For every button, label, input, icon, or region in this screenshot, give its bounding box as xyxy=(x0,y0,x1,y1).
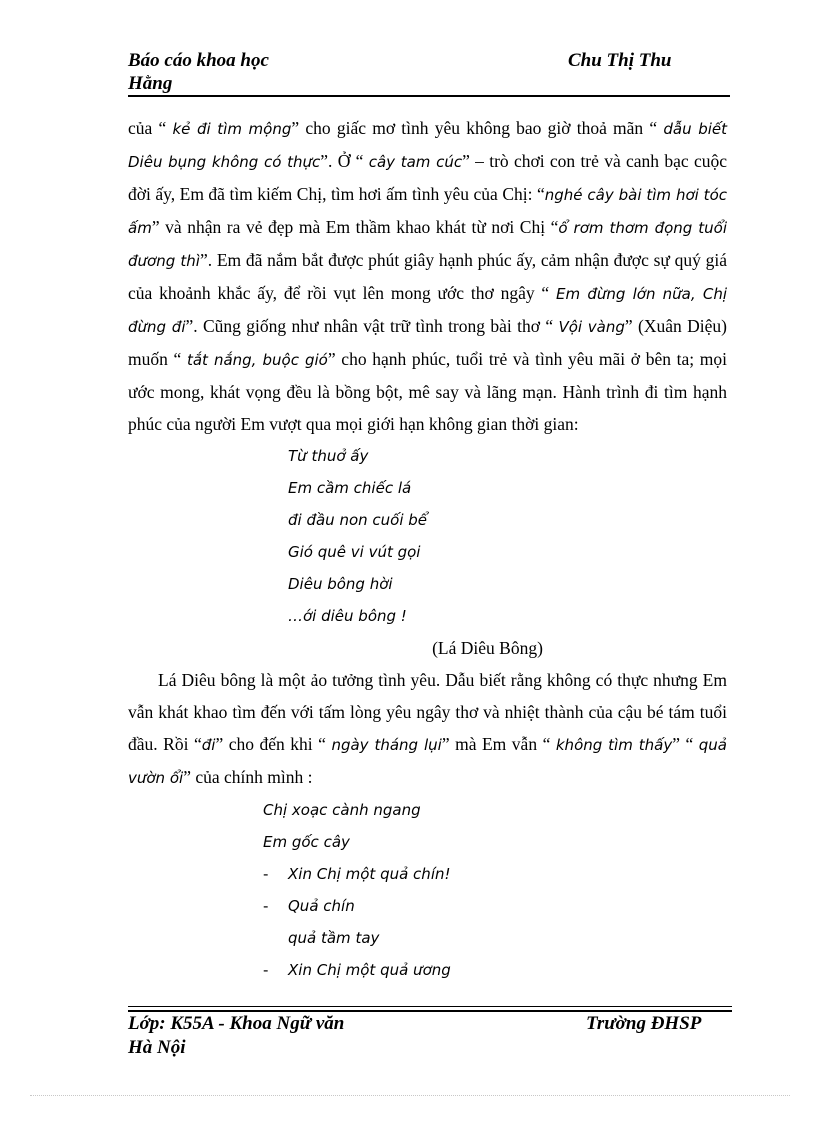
paragraph-1: của “ kẻ đi tìm mộng” cho giấc mơ tình yêu không bao giờ thoả mãn “ dẫu biết Diêu bụng không có thực”. Ở “ cây tam cúc” – trò chơi con trẻ và canh bạc cuộc đời ấy, Em đã tìm kiếm Chị, tìm hơi ấm tình yêu của Chị: “nghé cây bài tìm hơi tóc ấm” và nhận ra vẻ đẹp mà Em thầm khao khát từ nơi Chị “ổ rơm thơm đọng tuổi đương thì”. Em đã nắm bắt được phút giây hạnh phúc ấy, cảm nhận được sự quý giá của khoảnh khắc ấy, để rồi vụt lên mong ước thơ ngây “ Em đừng lớn nữa, Chị đừng đi”. Cũng giống như nhân vật trữ tình trong bài thơ “ Vội vàng” (Xuân Diệu) muốn “ tắt nắng, buộc gió” cho hạnh phúc, tuổi trẻ và tình yêu mãi ở bên ta; mọi ước mong, khát vọng đều là bồng bột, mê say và lãng mạn. Hành trình đi tìm hạnh phúc của người Em vượt qua mọi giới hạn không gian thời gian: xyxy=(128,118,727,434)
dialogue-dash: - xyxy=(263,865,269,883)
page-edge-dotted-line xyxy=(30,1095,790,1096)
footer-rule xyxy=(128,1006,732,1007)
poem-line: Từ thuở ấy xyxy=(288,447,369,465)
header-author-continued: Hằng xyxy=(128,73,173,94)
poem-excerpt-2 xyxy=(263,794,727,986)
poem-excerpt-1 xyxy=(288,440,727,632)
poem-line: Diêu bông hời xyxy=(288,575,393,593)
poem-source: (Lá Diêu Bông) xyxy=(432,638,543,658)
header-author: Chu Thị Thu xyxy=(568,50,672,71)
poem-line: - Quả chín xyxy=(263,890,727,922)
poem-line: - Xin Chị một quả chín! xyxy=(263,858,727,890)
footer-class: Lớp: K55A - Khoa Ngữ văn xyxy=(128,1013,345,1034)
poem-line: - Xin Chị một quả ương xyxy=(263,954,727,986)
paragraph-2: Lá Diêu bông là một ảo tưởng tình yêu. Dẫu biết rằng không có thực nhưng Em vẫn khát khao tìm đến với tấm lòng yêu ngây thơ và nhiệt thành của cậu bé tám tuổi đầu. Rồi “đi” cho đến khi “ ngày tháng lụi” mà Em vẫn “ không tìm thấy” “ quả vườn ổi” của chính mình : xyxy=(128,670,728,787)
poem-line: đi đầu non cuối bể xyxy=(288,511,428,529)
poem-line: quả tầm tay xyxy=(288,929,380,947)
dialogue-dash: - xyxy=(263,961,269,979)
poem-line: Gió quê vi vút gọi xyxy=(288,543,421,561)
header-report-title: Báo cáo khoa học xyxy=(128,50,269,71)
poem-line: …ới diêu bông ! xyxy=(288,607,407,625)
body-text xyxy=(128,112,727,986)
poem-line: Em cầm chiếc lá xyxy=(288,479,412,497)
page-footer xyxy=(128,1013,730,1061)
footer-university: Trường ĐHSP xyxy=(586,1013,702,1034)
footer-city: Hà Nội xyxy=(128,1037,186,1058)
footer-rule-thick xyxy=(128,1010,732,1012)
header-rule xyxy=(128,95,730,97)
page-header xyxy=(128,50,730,96)
poem-line: Em gốc cây xyxy=(263,833,350,851)
poem-line: Chị xoạc cành ngang xyxy=(263,801,421,819)
dialogue-dash: - xyxy=(263,897,269,915)
